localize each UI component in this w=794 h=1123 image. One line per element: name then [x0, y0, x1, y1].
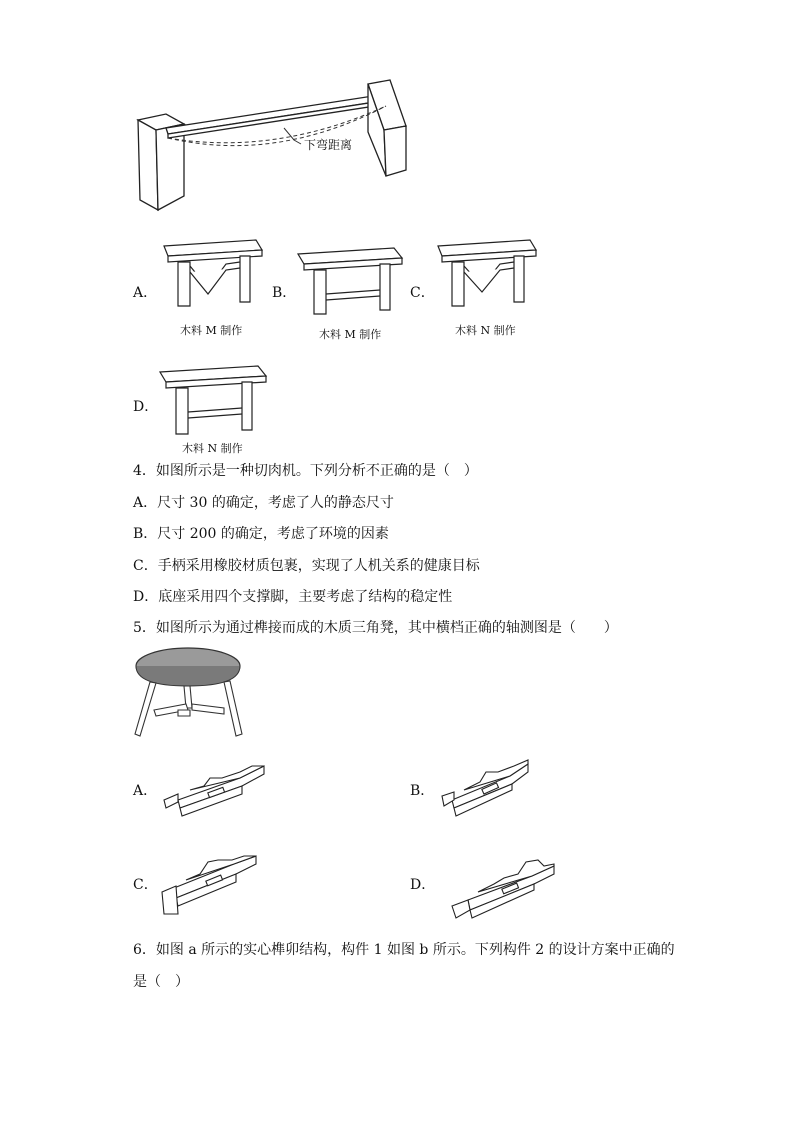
q3-option-c-letter[interactable]: C．: [410, 285, 435, 301]
crossbar-b-figure: [440, 756, 532, 818]
q3-option-a-letter[interactable]: A．: [133, 285, 158, 301]
q3-option-d-caption: 木料 N 制作: [182, 442, 243, 455]
q3-option-c-caption: 木料 N 制作: [455, 324, 516, 337]
triangle-stool-figure: [132, 646, 244, 740]
q5-option-c-letter[interactable]: C．: [133, 877, 158, 893]
crossbar-d-figure: [450, 856, 560, 920]
q4-option-c[interactable]: C．手柄采用橡胶材质包裹，实现了人机关系的健康目标: [133, 558, 480, 574]
q5-stem: 5．如图所示为通过榫接而成的木质三角凳，其中横档正确的轴测图是（ ）: [133, 620, 618, 636]
q5-option-b-letter[interactable]: B．: [410, 783, 435, 799]
q6-stem-line-1: 6．如图 a 所示的实心榫卯结构，构件 1 如图 b 所示。下列构件 2 的设计方案中正确的: [133, 942, 675, 958]
table-d-figure: [158, 362, 268, 436]
q5-option-a-letter[interactable]: A．: [133, 783, 158, 799]
q4-option-a[interactable]: A．尺寸 30 的确定，考虑了人的静态尺寸: [133, 495, 394, 511]
beam-deflection-label: 下弯距离: [304, 138, 353, 152]
q5-option-d-letter[interactable]: D．: [410, 877, 436, 893]
q6-stem-line-2: 是（ ）: [133, 974, 189, 990]
q3-option-b-letter[interactable]: B．: [272, 285, 297, 301]
table-a-figure: [160, 238, 262, 308]
q3-option-d-letter[interactable]: D．: [133, 399, 159, 415]
crossbar-c-figure: [160, 852, 260, 916]
q4-stem: 4．如图所示是一种切肉机。下列分析不正确的是（ ）: [133, 463, 478, 479]
q4-option-b[interactable]: B．尺寸 200 的确定，考虑了环境的因素: [133, 526, 389, 542]
q3-option-b-caption: 木料 M 制作: [319, 328, 382, 341]
q3-option-a-caption: 木料 M 制作: [180, 324, 243, 337]
table-b-figure: [296, 244, 404, 316]
table-c-figure: [434, 238, 536, 308]
beam-deflection-figure: [136, 78, 416, 213]
q4-option-d[interactable]: D．底座采用四个支撑脚，主要考虑了结构的稳定性: [133, 589, 453, 605]
crossbar-a-figure: [160, 760, 270, 818]
